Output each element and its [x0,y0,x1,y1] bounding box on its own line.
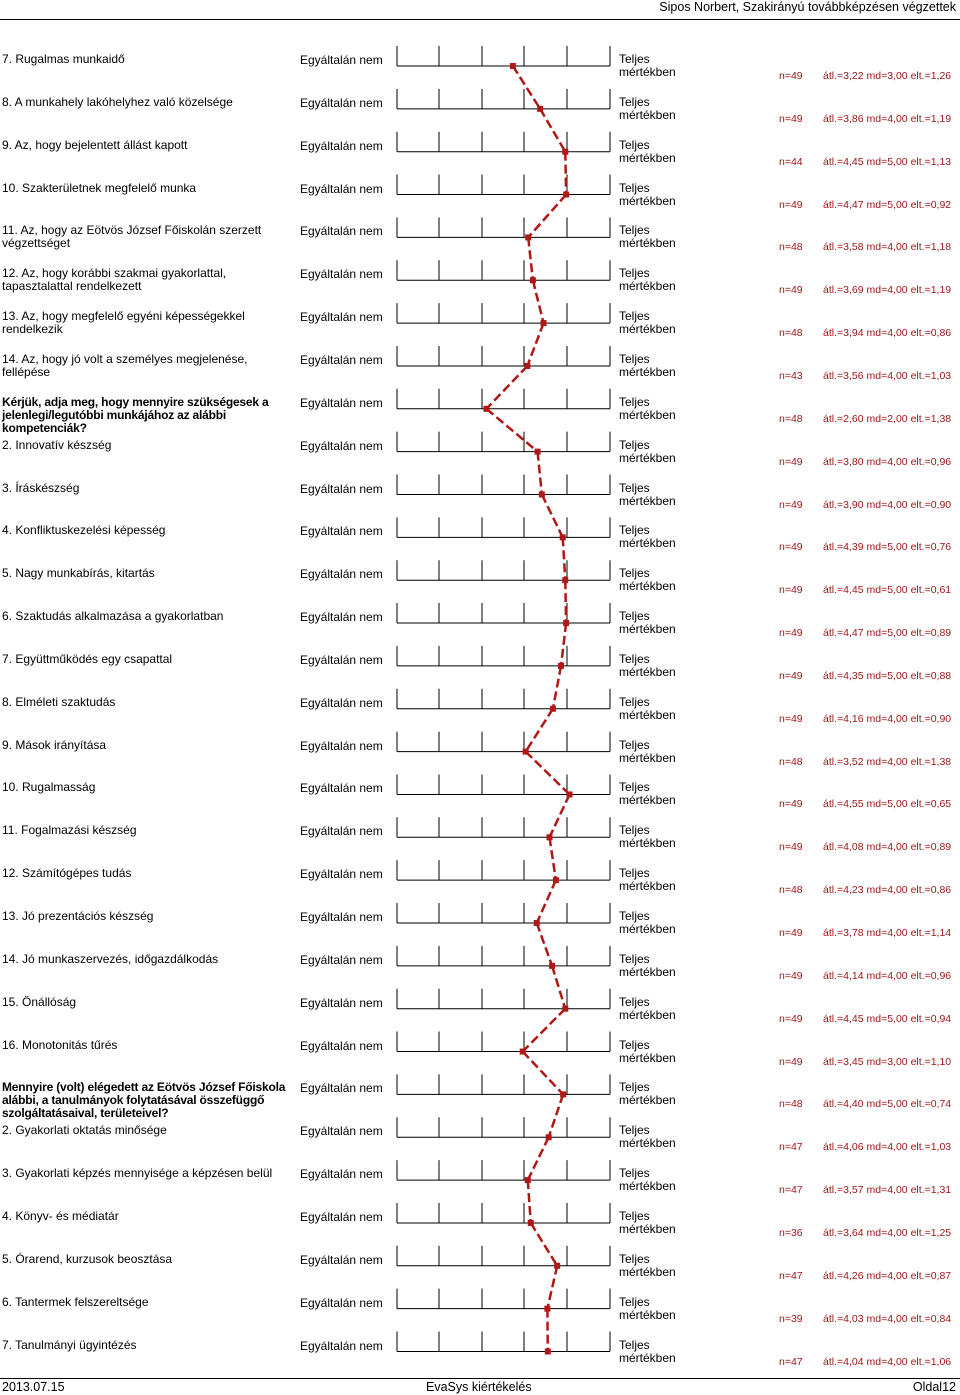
footer-title: EvaSys kiértékelés [426,1380,532,1394]
summary-stats: átl.=4,16 md=4,00 elt.=0,90 [823,712,952,725]
scale-right-label: Teljes mértékben [619,823,676,851]
question-text: 6. Szaktudás alkalmazása a gyakorlatban [2,609,224,624]
scale-left-label: Egyáltalán nem [300,438,383,453]
profile-line-segment [486,366,527,409]
profile-line-segment [563,537,566,580]
summary-stats: átl.=3,86 md=4,00 elt.=1,19 [823,112,952,125]
mean-marker [560,534,566,540]
mean-marker [562,149,568,155]
response-count: n=49 [779,669,803,682]
scale-right-label: Teljes mértékben [619,780,676,808]
summary-stats: átl.=3,52 md=4,00 elt.=1,38 [823,755,952,768]
question-text: 15. Önállóság [2,994,77,1009]
scale-left-label: Egyáltalán nem [300,395,383,410]
scale-left-label: Egyáltalán nem [300,1252,383,1267]
profile-line-segment [549,1094,563,1137]
question-text: 6. Tantermek felszereltsége [2,1294,149,1309]
question-text: 7. Együttműködés egy csapattal [2,651,173,666]
mean-marker [545,1349,551,1355]
scale-left-label: Egyáltalán nem [300,867,383,882]
scale-right-label: Teljes mértékben [619,266,676,294]
summary-stats: átl.=4,47 md=5,00 elt.=0,92 [823,198,952,211]
mean-marker [528,1220,534,1226]
response-count: n=49 [779,455,803,468]
question-text: 8. A munkahely lakóhelyhez való közelsége [2,94,233,109]
profile-line-segment [523,1052,563,1095]
mean-marker [558,663,564,669]
question-text: 10. Rugalmasság [2,780,96,795]
mean-marker [547,834,553,840]
question-text: 13. Az, hogy megfelelő egyéni képességekkel rendelkezik [2,309,245,337]
scale-left-label: Egyáltalán nem [300,224,383,239]
profile-line-segment [565,580,566,623]
question-text: 7. Tanulmányi ügyintézés [2,1337,137,1352]
profile-line-segment [526,709,553,752]
scale-right-label: Teljes mértékben [619,1123,676,1151]
scale-left-label: Egyáltalán nem [300,352,383,367]
profile-line-segment [528,1137,549,1180]
mean-marker [563,192,569,198]
question-text: 3. Íráskészség [2,480,80,495]
summary-stats: átl.=2,60 md=2,00 elt.=1,38 [823,412,952,425]
profile-line-segment [528,195,566,238]
profile-line-segment [523,1009,566,1052]
profile-line-segment [547,1266,557,1309]
summary-stats: átl.=3,90 md=4,00 elt.=0,90 [823,498,952,511]
mean-marker [554,1263,560,1269]
question-text: 16. Monotonitás tűrés [2,1037,118,1052]
scale-right-label: Teljes mértékben [619,52,676,79]
response-count: n=49 [779,112,803,125]
scale-right-label: Teljes mértékben [619,651,676,679]
response-count: n=49 [779,712,803,725]
response-count: n=48 [779,412,803,425]
scale-right-label: Teljes mértékben [619,1251,676,1279]
question-text: 4. Konfliktuskezelési képesség [2,523,166,538]
profile-line-segment [486,409,537,452]
scale-left-label: Egyáltalán nem [300,652,383,667]
scale-left-label: Egyáltalán nem [300,524,383,539]
scale-right-label: Teljes mértékben [619,180,676,208]
scale-left-label: Egyáltalán nem [300,995,383,1010]
mean-marker [541,320,547,326]
mean-marker [544,1306,550,1312]
footer-date: 2013.07.15 [2,1380,65,1394]
mean-marker [539,492,545,498]
summary-stats: átl.=3,56 md=4,00 elt.=1,03 [823,369,952,382]
summary-stats: átl.=4,35 md=5,00 elt.=0,88 [823,669,952,682]
mean-marker [524,363,530,369]
scale-left-label: Egyáltalán nem [300,610,383,625]
response-count: n=49 [779,927,803,939]
scale-left-label: Egyáltalán nem [300,53,383,67]
profile-line-segment [537,923,552,966]
mean-marker [549,963,555,969]
response-count: n=49 [779,498,803,511]
summary-stats: átl.=3,45 md=3,00 elt.=1,10 [823,1055,952,1068]
response-count: n=48 [779,884,803,897]
scale-right-label: Teljes mértékben [619,351,676,379]
scale-left-label: Egyáltalán nem [300,952,383,967]
summary-stats: átl.=3,69 md=4,00 elt.=1,19 [823,284,952,297]
response-count: n=49 [779,969,803,982]
response-count: n=48 [779,327,803,340]
response-count: n=47 [779,1355,803,1368]
mean-marker [535,449,541,455]
question-text: 11. Fogalmazási készség [2,823,137,838]
scale-right-label: Teljes mértékben [619,694,676,722]
scale-left-label: Egyáltalán nem [300,1167,383,1182]
scale-right-label: Teljes mértékben [619,1166,676,1194]
scale-right-label: Teljes mértékben [619,1208,676,1236]
scale-right-label: Teljes mértékben [619,1294,676,1322]
response-count: n=49 [779,1055,803,1068]
question-text: 14. Jó munkaszervezés, időgazdálkodás [2,951,219,966]
summary-stats: átl.=4,26 md=4,00 elt.=0,87 [823,1269,952,1282]
profile-line-segment [537,880,556,923]
scale-right-label: Teljes mértékben [619,909,676,936]
response-count: n=49 [779,70,803,82]
profile-line-segment [527,323,543,366]
question-text: 2. Innovatív készség [2,437,112,452]
scale-right-label: Teljes mértékben [619,566,676,594]
question-text: 5. Nagy munkabírás, kitartás [2,566,155,581]
profile-line-segment [542,495,563,538]
summary-stats: átl.=4,45 md=5,00 elt.=0,61 [823,584,952,597]
mean-marker [562,1006,568,1012]
response-count: n=48 [779,1098,803,1111]
response-count: n=49 [779,541,803,554]
mean-marker [534,920,540,926]
summary-stats: átl.=4,08 md=4,00 elt.=0,89 [823,841,952,854]
response-count: n=49 [779,1012,803,1025]
response-count: n=43 [779,369,803,382]
scale-right-label: Teljes mértékben [619,437,676,465]
response-count: n=39 [779,1312,803,1325]
mean-marker [523,749,529,755]
scale-left-label: Egyáltalán nem [300,1209,383,1224]
footer-page-number: Oldal12 [912,1380,956,1394]
profile-line-segment [528,1180,531,1223]
scale-right-label: Teljes mértékben [619,394,676,422]
summary-stats: átl.=3,64 md=4,00 elt.=1,25 [823,1226,952,1239]
summary-stats: átl.=4,55 md=5,00 elt.=0,65 [823,798,952,811]
scale-right-label: Teljes mértékben [619,94,676,122]
scale-left-label: Egyáltalán nem [300,181,383,196]
profile-line-segment [553,666,561,709]
scale-left-label: Egyáltalán nem [300,481,383,496]
summary-stats: átl.=4,39 md=5,00 elt.=0,76 [823,541,952,554]
scale-left-label: Egyáltalán nem [300,138,383,153]
scale-left-label: Egyáltalán nem [300,781,383,796]
summary-stats: átl.=4,45 md=5,00 elt.=0,94 [823,1012,952,1025]
response-count: n=47 [779,1269,803,1282]
profile-line-segment [550,837,556,880]
response-count: n=49 [779,584,803,597]
summary-stats: átl.=3,80 md=4,00 elt.=0,96 [823,455,952,468]
summary-stats: átl.=4,04 md=4,00 elt.=1,06 [823,1355,952,1368]
profile-line-segment [552,966,565,1009]
scale-left-label: Egyáltalán nem [300,695,383,710]
response-count: n=47 [779,1184,803,1197]
mean-marker [510,63,516,69]
scale-right-label: Teljes mértékben [619,994,676,1022]
scale-left-label: Egyáltalán nem [300,1081,383,1096]
mean-marker [537,106,543,112]
scale-left-label: Egyáltalán nem [300,1295,383,1310]
scale-right-label: Teljes mértékben [619,1337,676,1365]
summary-stats: átl.=4,40 md=5,00 elt.=0,74 [823,1098,952,1111]
scale-left-label: Egyáltalán nem [300,310,383,325]
scale-right-label: Teljes mértékben [619,866,676,894]
mean-marker [567,791,573,797]
question-text: 3. Gyakorlati képzés mennyisége a képzésen belül [2,1166,273,1181]
response-count: n=48 [779,241,803,254]
scale-right-label: Teljes mértékben [619,737,676,765]
profile-line-segment [526,752,570,795]
scale-left-label: Egyáltalán nem [300,738,383,753]
scale-left-label: Egyáltalán nem [300,1124,383,1139]
question-text: Mennyire (volt) elégedett az Eötvös József Főiskola alábbi, a tanulmányok folytatásával összefüggő szolgáltatásaival, területeivel? [2,1080,286,1121]
profile-line-segment [565,152,566,195]
profile-line-segment [513,66,540,109]
question-text: 12. Számítógépes tudás [2,866,132,881]
summary-stats: átl.=3,22 md=3,00 elt.=1,26 [823,70,952,82]
summary-stats: átl.=3,58 md=4,00 elt.=1,18 [823,241,952,254]
question-text: 2. Gyakorlati oktatás minősége [2,1123,167,1138]
scale-left-label: Egyáltalán nem [300,267,383,282]
summary-stats: átl.=4,03 md=4,00 elt.=0,84 [823,1312,952,1325]
response-count: n=49 [779,627,803,640]
response-count: n=47 [779,1141,803,1154]
summary-stats: átl.=3,78 md=4,00 elt.=1,14 [823,927,952,939]
scale-right-label: Teljes mértékben [619,1037,676,1065]
scale-left-label: Egyáltalán nem [300,1338,383,1353]
response-count: n=49 [779,798,803,811]
profile-line-segment [531,1223,557,1266]
summary-stats: átl.=4,23 md=4,00 elt.=0,86 [823,884,952,897]
profile-line-segment [561,623,566,666]
scale-left-label: Egyáltalán nem [300,567,383,582]
mean-marker [525,1177,531,1183]
footer-divider [0,1378,960,1379]
page-header: Sipos Norbert, Szakirányú továbbképzésen végzettek [659,0,956,14]
scale-right-label: Teljes mértékben [619,1080,676,1108]
scale-right-label: Teljes mértékben [619,309,676,337]
mean-marker [553,877,559,883]
question-text: 8. Elméleti szaktudás [2,694,116,709]
question-text: Kérjük, adja meg, hogy mennyire szükségesek a jelenlegi/legutóbbi munkájához az alábbi kompetenciák? [2,394,269,435]
question-text: 11. Az, hogy az Eötvös József Főiskolán szerzett végzettséget [2,223,262,251]
response-count: n=48 [779,755,803,768]
summary-stats: átl.=4,45 md=5,00 elt.=1,13 [823,155,952,168]
mean-marker [530,277,536,283]
question-text: 14. Az, hogy jó volt a személyes megjelenése, fellépése [2,351,248,379]
summary-stats: átl.=4,14 md=4,00 elt.=0,96 [823,969,952,982]
response-count: n=44 [779,155,803,168]
question-text: 9. Mások irányítása [2,737,107,752]
question-text: 9. Az, hogy bejelentett állást kapott [2,137,188,152]
summary-stats: átl.=3,57 md=4,00 elt.=1,31 [823,1184,952,1197]
scale-left-label: Egyáltalán nem [300,1038,383,1053]
mean-marker [562,577,568,583]
scale-right-label: Teljes mértékben [619,480,676,508]
scale-right-label: Teljes mértékben [619,523,676,551]
mean-marker [520,1049,526,1055]
summary-stats: átl.=4,47 md=5,00 elt.=0,89 [823,627,952,640]
response-count: n=36 [779,1226,803,1239]
question-text: 10. Szakterületnek megfelelő munka [2,180,197,195]
profile-line-segment [538,452,542,495]
mean-marker [483,406,489,412]
profile-line-segment [540,109,565,152]
mean-marker [550,706,556,712]
summary-stats: átl.=3,94 md=4,00 elt.=0,86 [823,327,952,340]
response-count: n=49 [779,198,803,211]
mean-marker [563,620,569,626]
mean-marker [525,234,531,240]
profile-line-segment [533,280,544,323]
summary-stats: átl.=4,06 md=4,00 elt.=1,03 [823,1141,952,1154]
scale-left-label: Egyáltalán nem [300,95,383,110]
scale-right-label: Teljes mértékben [619,137,676,165]
scale-right-label: Teljes mértékben [619,223,676,251]
question-text: 12. Az, hogy korábbi szakmai gyakorlattal, tapasztalattal rendelkezett [2,266,227,294]
question-text: 4. Könyv- és médiatár [2,1208,119,1223]
scale-left-label: Egyáltalán nem [300,824,383,839]
scale-right-label: Teljes mértékben [619,951,676,979]
question-text: 7. Rugalmas munkaidő [2,52,125,66]
mean-marker [560,1091,566,1097]
response-count: n=49 [779,284,803,297]
profile-line-segment [528,237,533,280]
scale-right-label: Teljes mértékben [619,609,676,637]
question-text: 5. Órarend, kurzusok beosztása [2,1251,173,1266]
mean-marker [546,1134,552,1140]
response-count: n=49 [779,841,803,854]
scale-left-label: Egyáltalán nem [300,910,383,924]
question-text: 13. Jó prezentációs készség [2,909,154,923]
